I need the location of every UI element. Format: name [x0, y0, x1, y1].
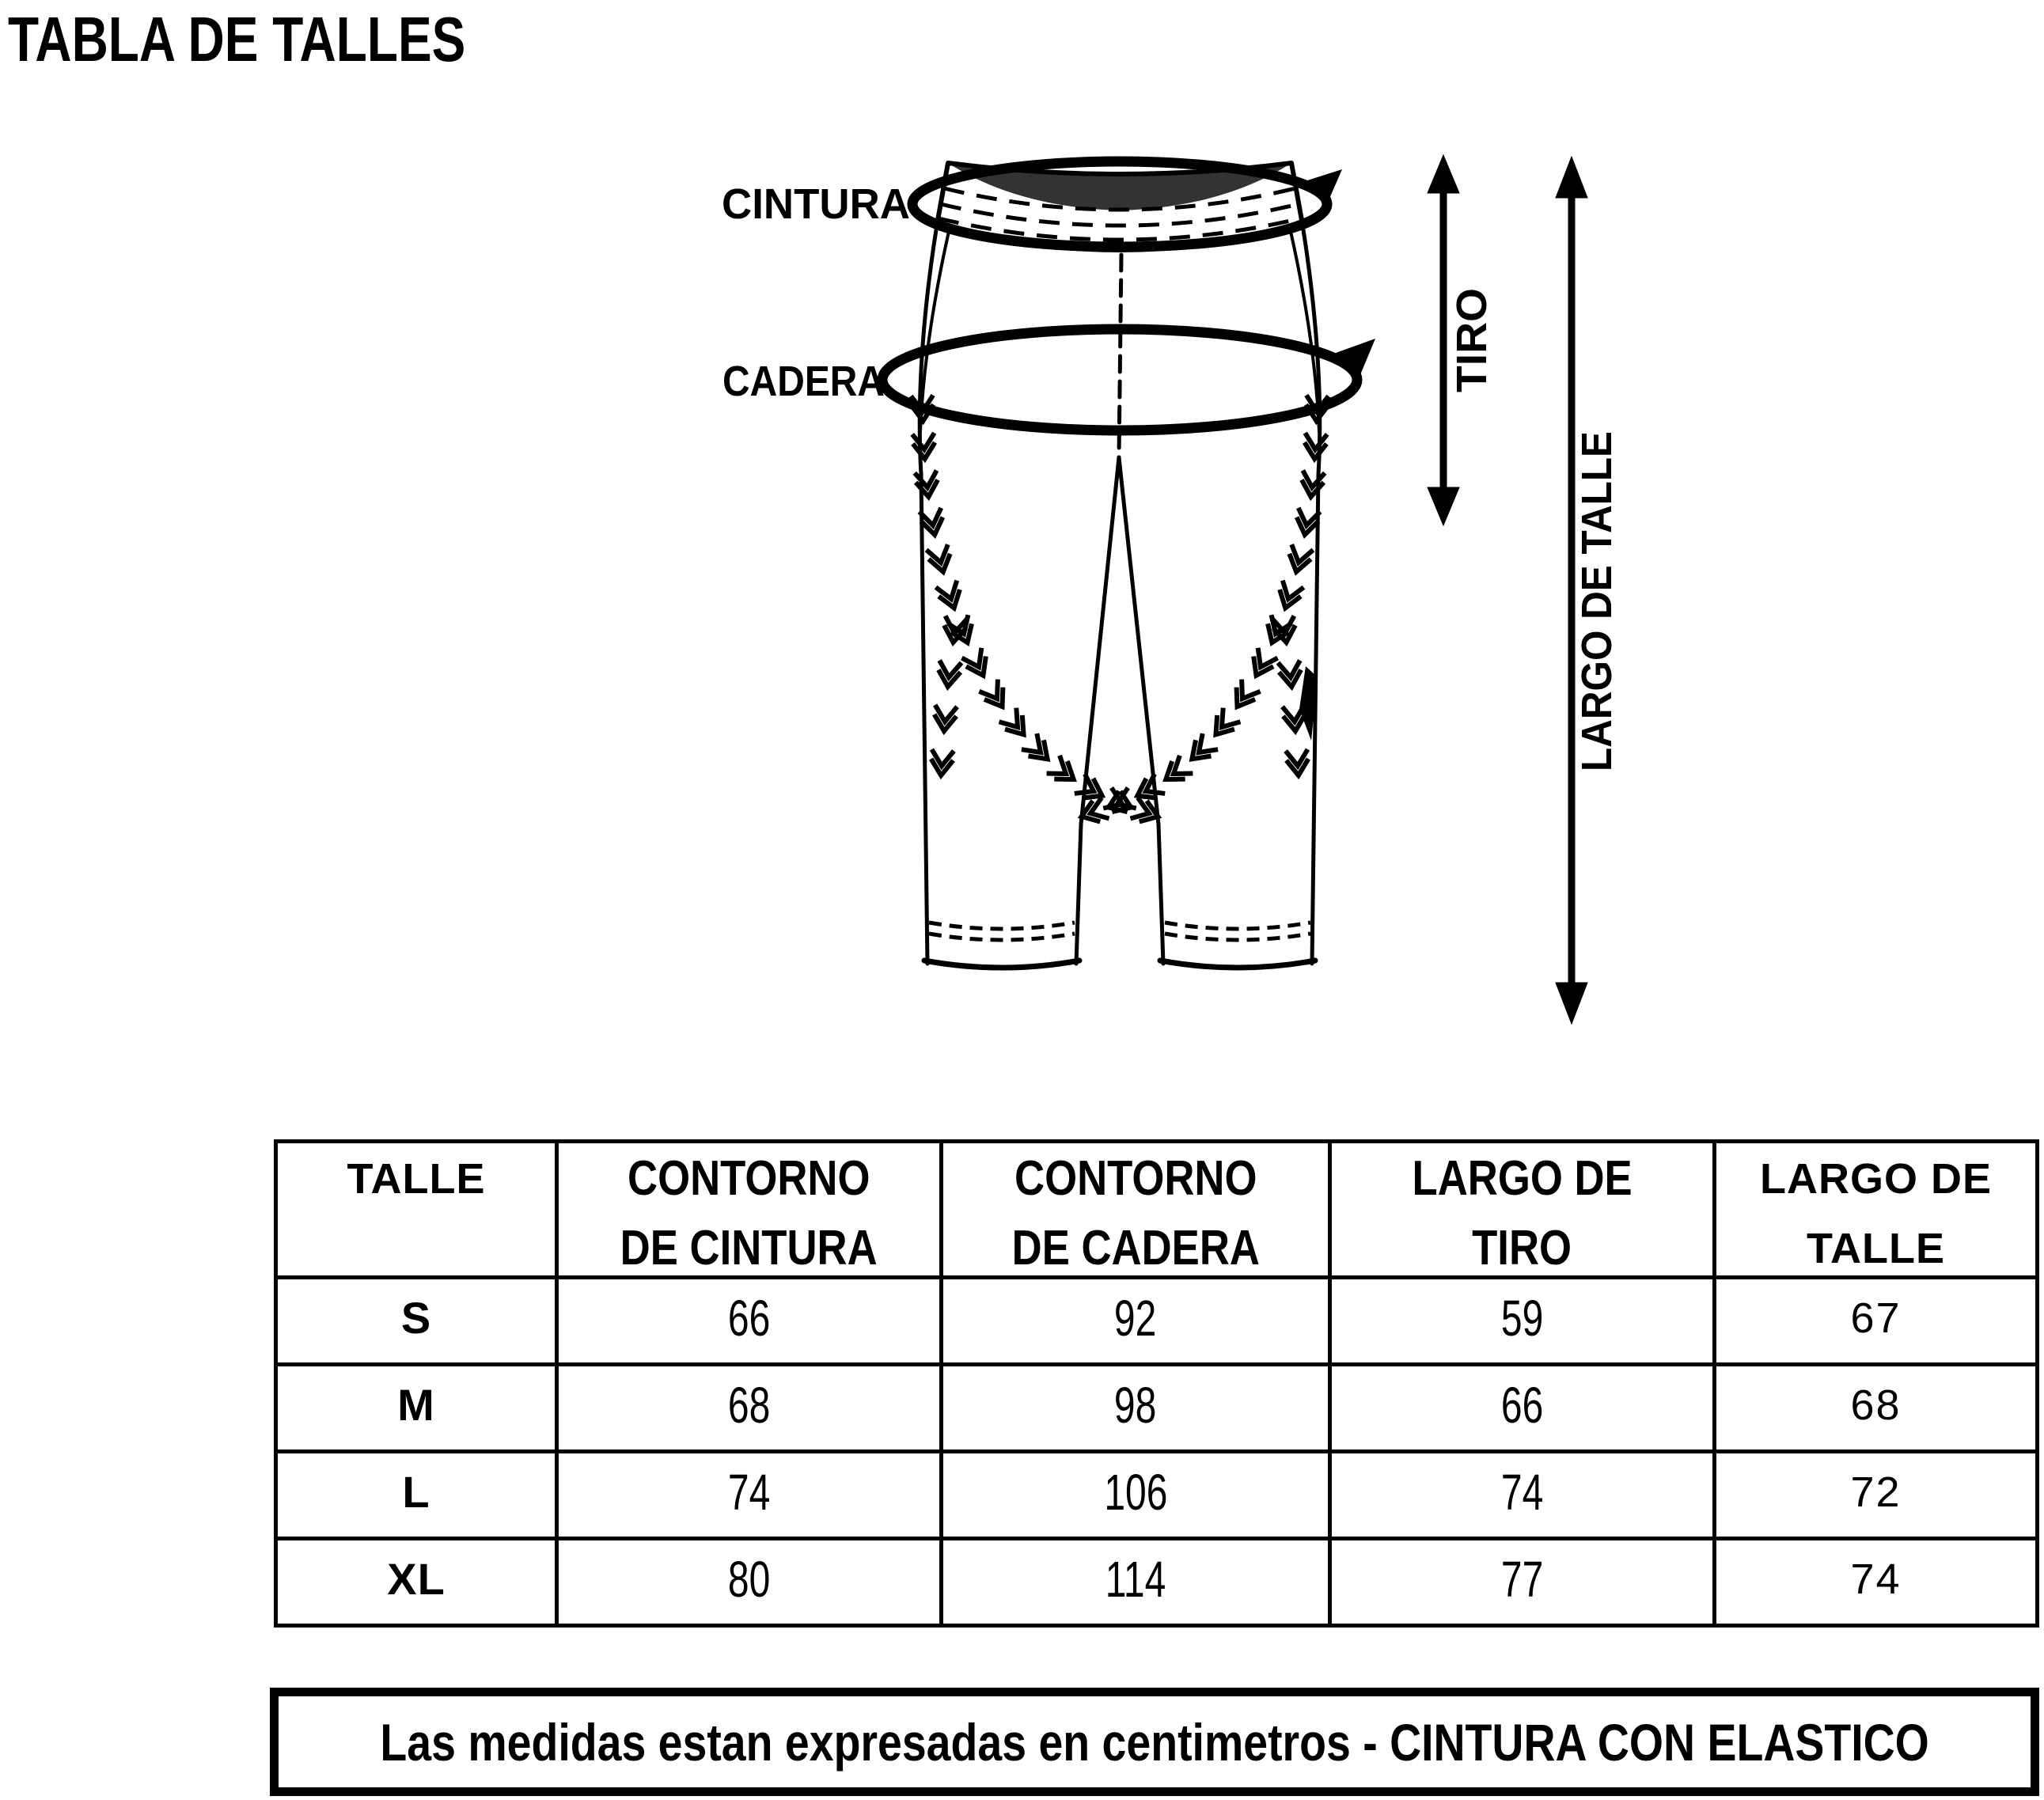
- table-row-m-hip: 98: [943, 1366, 1328, 1449]
- torso-length-label: LARGO DE TALLE: [1573, 400, 1621, 771]
- header-largo-talle: LARGO DE TALLE: [1716, 1143, 2035, 1275]
- table-row-s-length: 67: [1716, 1279, 2035, 1362]
- measurements-note-text: Las medidas estan expresadas en centimetros - CINTURA CON ELASTICO: [380, 1712, 1929, 1772]
- table-row-m-rise: 66: [1332, 1366, 1712, 1449]
- header-contorno-cintura: CONTORNO DE CINTURA: [559, 1143, 939, 1275]
- table-row-xl-rise: 77: [1332, 1540, 1712, 1624]
- table-row-s-hip: 92: [943, 1279, 1328, 1362]
- table-row-l-length: 72: [1716, 1453, 2035, 1537]
- header-contorno-cadera: CONTORNO DE CADERA: [943, 1143, 1328, 1275]
- rise-label: TIRO: [1448, 290, 1496, 392]
- hem-stitches: [929, 923, 1310, 940]
- right-inseam: [1119, 457, 1163, 964]
- table-row-l-waist: 74: [559, 1453, 939, 1537]
- measurements-note-box: [270, 1688, 2039, 1796]
- table-row-m-waist: 68: [559, 1366, 939, 1449]
- left-leg-bottom: [924, 961, 1079, 968]
- right-leg-bottom: [1160, 961, 1315, 968]
- table-row-s-size: S: [278, 1279, 555, 1362]
- left-inseam: [1076, 457, 1119, 964]
- page-title-text: TABLA DE TALLES: [8, 4, 466, 74]
- size-table: [274, 1139, 2039, 1628]
- table-row-xl-waist: 80: [559, 1540, 939, 1624]
- table-row-l-hip: 106: [943, 1453, 1328, 1537]
- table-row-l-size: L: [278, 1453, 555, 1537]
- table-row-l-rise: 74: [1332, 1453, 1712, 1537]
- table-row-xl-size: XL: [278, 1540, 555, 1624]
- header-talle: [278, 1143, 555, 1275]
- table-row-xl-hip: 114: [943, 1540, 1328, 1624]
- hip-label: CADERA: [722, 358, 885, 405]
- table-row-s-waist: 66: [559, 1279, 939, 1362]
- table-row-m-size: M: [278, 1366, 555, 1449]
- table-row-xl-length: 74: [1716, 1540, 2035, 1624]
- header-talle-label: TALLE: [347, 1155, 486, 1203]
- table-row-s-rise: 59: [1332, 1279, 1712, 1362]
- waist-label: CINTURA: [722, 180, 910, 228]
- header-largo-tiro: LARGO DE TIRO: [1332, 1143, 1712, 1275]
- hip-ring-arrowhead: [1336, 339, 1375, 377]
- waist-ring-arrowhead: [1303, 169, 1342, 206]
- table-row-m-length: 68: [1716, 1366, 2035, 1449]
